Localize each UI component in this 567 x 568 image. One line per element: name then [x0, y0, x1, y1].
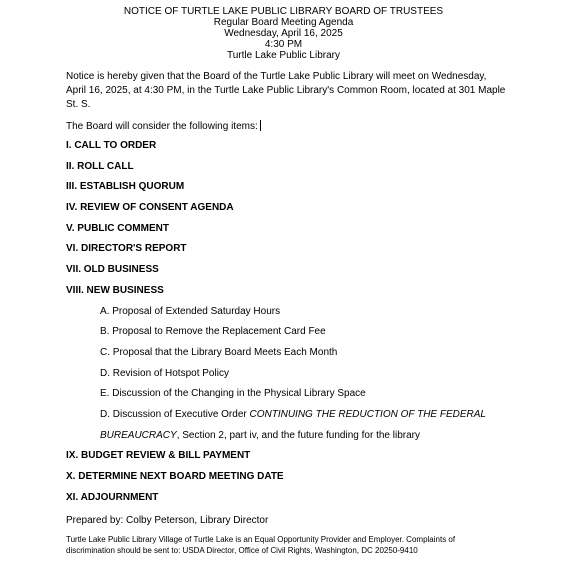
agenda-item-budget-review: IX. BUDGET REVIEW & BILL PAYMENT: [66, 450, 251, 462]
agenda-item-new-business: VIII. NEW BUSINESS: [66, 284, 164, 296]
header-time: 4:30 PM: [264, 39, 303, 50]
agenda-item-roll-call: II. ROLL CALL: [66, 160, 134, 172]
prepared-by: Prepared by: Colby Peterson, Library Director: [66, 515, 269, 526]
subitem-replacement-card-fee: B. Proposal to Remove the Replacement Card Fee: [100, 326, 326, 338]
notice-paragraph: Notice is hereby given that the Board of the Turtle Lake Public Library will meet on Wednesday, April 16, 2025, at 4:30 PM, in the Turtle Lake Public Library's Common Room, located at 301 Maple St. S.: [66, 71, 506, 110]
agenda-item-consent-agenda: IV. REVIEW OF CONSENT AGENDA: [66, 202, 234, 214]
subitem-executive-order-continued: [66, 430, 506, 451]
new-business-subitems: [66, 306, 506, 430]
executive-order-details: , Section 2, part iv, and the future funding for the library: [176, 429, 420, 441]
agenda-item-call-to-order: I. CALL TO ORDER: [66, 140, 157, 151]
header-subtitle: Regular Board Meeting Agenda: [213, 17, 354, 28]
agenda-item-establish-quorum: III. ESTABLISH QUORUM: [66, 181, 185, 193]
document-header: [0, 6, 567, 61]
subitem-hotspot-policy: D. Revision of Hotspot Policy: [100, 367, 229, 379]
footer-disclaimer: Turtle Lake Public Library Village of Turtle Lake is an Equal Opportunity Provider and Employer. Complaints of discrimination should be sent to: USDA Director, Office of Civil Rights, Washington, DC 20250-9410: [66, 535, 456, 555]
agenda-item-old-business: VII. OLD BUSINESS: [66, 264, 159, 276]
subitem-executive-order: [100, 409, 506, 430]
executive-order-text: D. Discussion of Executive Order: [100, 408, 250, 420]
text-cursor: [260, 120, 261, 131]
header-location: Turtle Lake Public Library: [226, 50, 340, 61]
header-date: Wednesday, April 16, 2025: [224, 28, 343, 39]
subitem-physical-space: E. Discussion of the Changing in the Physical Library Space: [100, 388, 366, 400]
executive-order-title-cont: BUREAUCRACY: [100, 429, 177, 441]
agenda-item-adjournment: XI. ADJOURNMENT: [66, 491, 159, 503]
agenda-list: [66, 140, 506, 512]
subitem-saturday-hours: A. Proposal of Extended Saturday Hours: [100, 305, 281, 317]
agenda-item-directors-report: VI. DIRECTOR'S REPORT: [66, 243, 187, 255]
executive-order-title: CONTINUING THE REDUCTION OF THE FEDERAL: [249, 408, 486, 420]
header-title: NOTICE OF TURTLE LAKE PUBLIC LIBRARY BOARD OF TRUSTEES: [123, 6, 444, 17]
consider-line[interactable]: [66, 120, 261, 133]
agenda-item-public-comment: V. PUBLIC COMMENT: [66, 222, 169, 234]
subitem-board-meets-monthly: C. Proposal that the Library Board Meets Each Month: [100, 346, 338, 358]
agenda-item-next-meeting-date: X. DETERMINE NEXT BOARD MEETING DATE: [66, 471, 284, 482]
consider-text: The Board will consider the following items:: [66, 121, 258, 132]
